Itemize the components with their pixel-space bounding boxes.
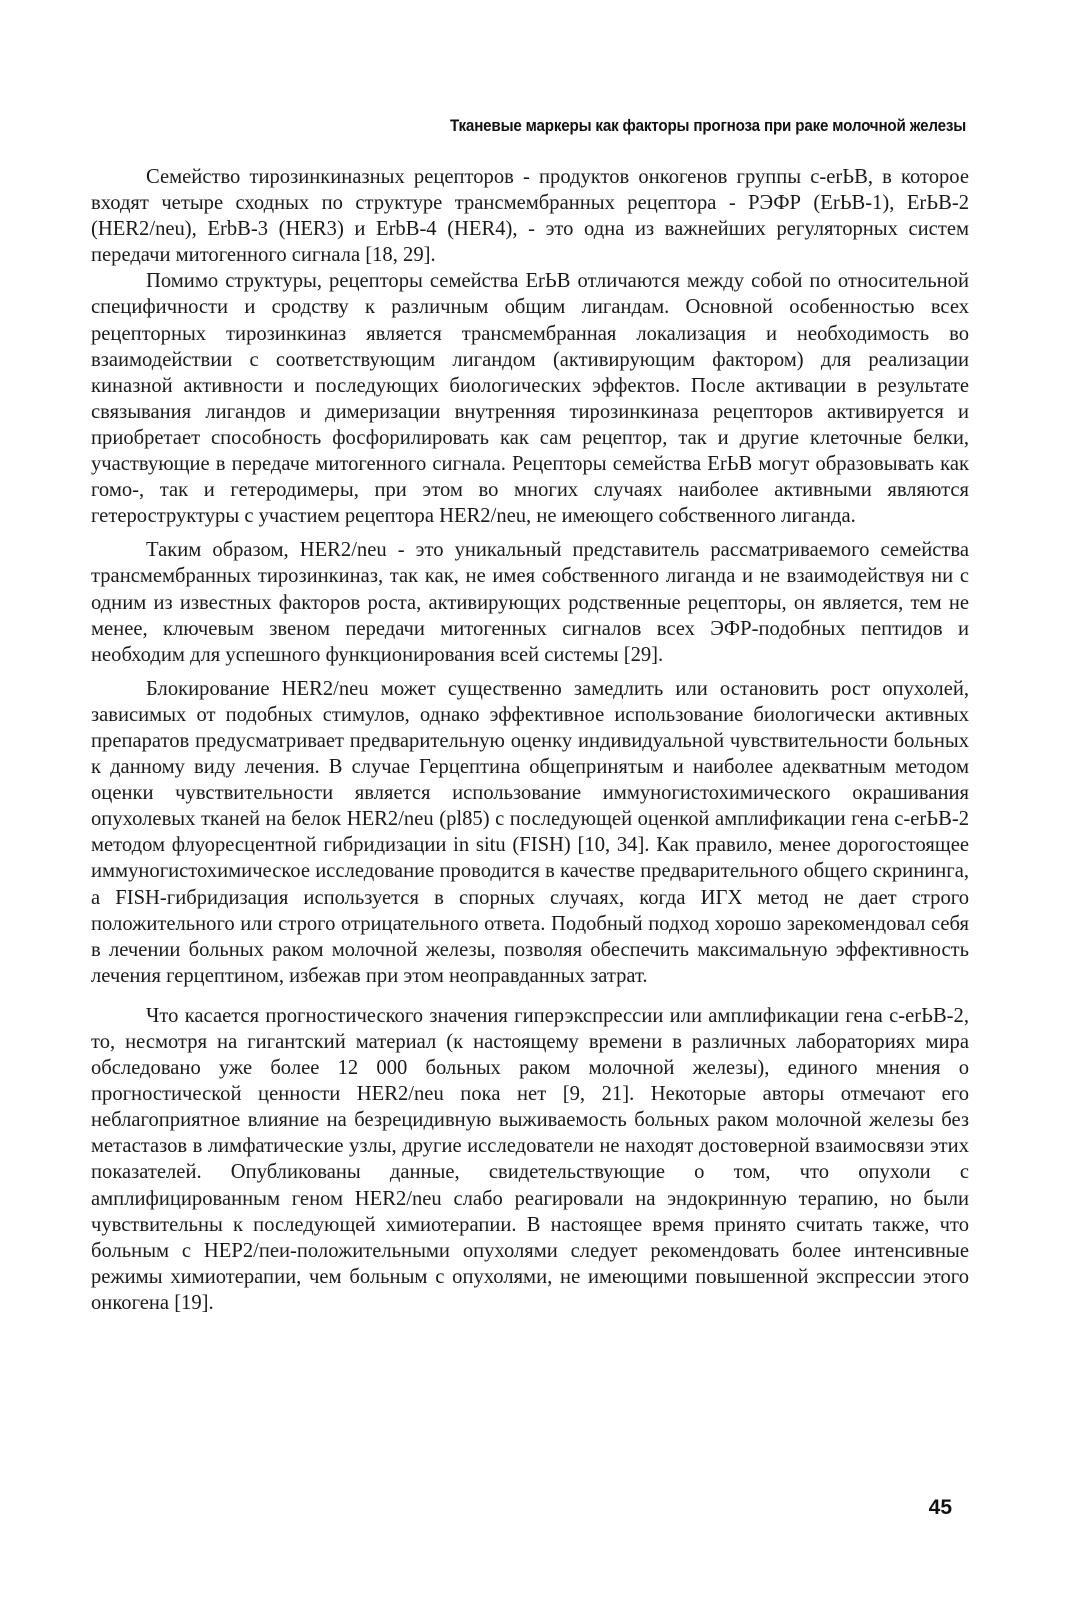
paragraph-4: Блокирование HER2/neu может существенно замедлить или остановить рост опухолей, зависимых от подобных стимулов, однако эффективное использование биологически активных препаратов предусматривает предварительную оценку индивидуальной чувствительности больных к данному виду лечения. В случае Герцептина общепринятым и наиболее адекватным методом оценки чувствительности является использование иммуногистохимического окрашивания опухолевых тканей на белок HER2/neu (pl85) с последующей оценкой амплификации гена c-erЬB-2 методом флуоресцентной гибридизации in situ (FISH) [10, 34]. Как правило, менее дорогостоящее иммуногистохимическое исследование проводится в качестве предварительного общего скрининга, а FISH-гибридизация используется в спорных случаях, когда ИГХ метод не дает строго положительного или строго отрицательного ответа. Подобный подход хорошо зарекомендовал себя в лечении больных раком молочной железы, позволяя обеспечить максимальную эффективность лечения герцептином, избежав при этом неоправданных затрат. <box>91 677 969 987</box>
body-text <box>91 164 969 1316</box>
running-header: Тканевые маркеры как факторы прогноза при раке молочной железы <box>450 117 966 135</box>
paragraph-2: Помимо структуры, рецепторы семейства ErЬB отличаются между собой по относительной специфичности и сродству к различным общим лигандам. Основной особенностью всех рецепторных тирозинкиназ является трансмембранная локализация и необходимость во взаимодействии с соответствующим лигандом (активирующим фактором) для реализации киназной активности и последующих биологических эффектов. После активации в результате связывания лигандов и димеризации внутренняя тирозинкиназа рецепторов активируется и приобретает способность фосфорилировать как сам рецептор, так и другие клеточные белки, участвующие в передаче митогенного сигнала. Рецепторы семейства ErЬB могут образовывать как гомо-, так и гетеродимеры, при этом во многих случаях наиболее активными являются гетероструктуры с участием рецептора HER2/neu, не имеющего собственного лиганда. <box>91 270 969 528</box>
page-number: 45 <box>928 1496 952 1519</box>
paragraph-3: Таким образом, HER2/neu - это уникальный представитель рассматриваемого семейства трансмембранных тирозинкиназ, так как, не имея собственного лиганда и не взаимодействуя ни с одним из известных факторов роста, активирующих родственные рецепторы, он является, тем не менее, ключевым звеном передачи митогенных сигналов всех ЭФР-подобных пептидов и необходим для успешного функционирования всей системы [29]. <box>91 539 969 666</box>
paragraph-1: Семейство тирозинкиназных рецепторов - продуктов онкогенов группы c-erЬB, в которое входят четыре сходных по структуре трансмембранных рецептора - РЭФР (ErЬB-1), ErЬB-2 (HER2/neu), ErbB-3 (HER3) и ErbB-4 (HER4), - это одна из важнейших регуляторных систем передачи митогенного сигнала [18, 29]. <box>91 166 969 267</box>
paragraph-5: Что касается прогностического значения гиперэкспрессии или амплификации гена c-erЬB-2, то, несмотря на гигантский материал (к настоящему времени в различных лабораториях мира обследовано уже более 12 000 больных раком молочной железы), единого мнения о прогностической ценности HER2/neu пока нет [9, 21]. Некоторые авторы отмечают его неблагоприятное влияние на безрецидивную выживаемость больных раком молочной железы без метастазов в лимфатические узлы, другие исследователи не находят достоверной взаимосвязи этих показателей. Опубликованы данные, свидетельствующие о том, что опухоли с амплифицированным геном HER2/neu слабо реагировали на эндокринную терапию, но были чувствительны к последующей химиотерапии. В настоящее время принято считать также, что больным с НЕР2/пеи-положительными опухолями следует рекомендовать более интенсивные режимы химиотерапии, чем больным с опухолями, не имеющими повышенной экспрессии этого онкогена [19]. <box>91 1004 969 1314</box>
